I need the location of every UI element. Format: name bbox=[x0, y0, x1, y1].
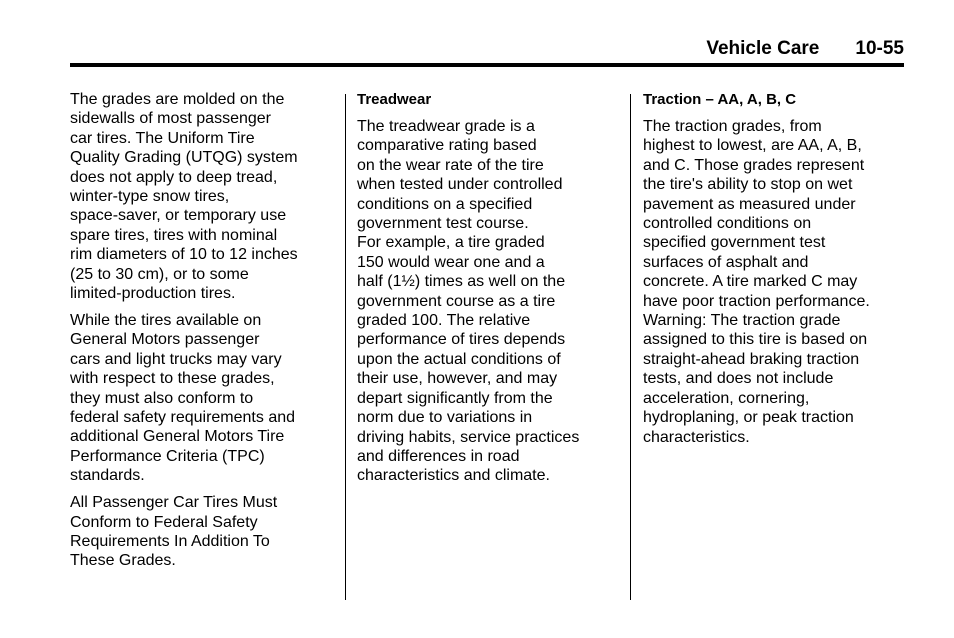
column-2 bbox=[357, 90, 619, 493]
page-header bbox=[70, 36, 904, 62]
section-title: Vehicle Care bbox=[706, 38, 820, 59]
column-3 bbox=[643, 90, 905, 454]
paragraph-treadwear: The treadwear grade is a comparative rating based on the wear rate of the tire when tested under controlled conditions on a specified government test course. For example, a tire graded 150 would wear one and a half (1½) times as well on the government course as a tire graded 100. The relative performance of tires depends upon the actual conditions of their use, however, and may depart significantly from the norm due to variations in driving habits, service practices and differences in road characteristics and climate. bbox=[357, 118, 580, 485]
header-rule bbox=[70, 63, 904, 67]
column-divider bbox=[345, 94, 346, 600]
paragraph-traction: The traction grades, from highest to lowest, are AA, A, B, and C. Those grades represent the tire's ability to stop on wet pavement as measured under controlled conditions on specified government test surfaces of asphalt and concrete. A tire marked C may have poor traction performance. Warning: The traction grade assigned to this tire is based on straight-ahead braking traction tests, and does not include acceleration, cornering, hydroplaning, or peak traction characteristics. bbox=[643, 118, 870, 446]
traction-heading: Traction – AA, A, B, C bbox=[643, 91, 797, 108]
paragraph-gm-conformance: While the tires available on General Motors passenger cars and light trucks may vary with respect to these grades, they must also conform to federal safety requirements and additional General Motors Tire Performance Criteria (TPC) standards. bbox=[70, 311, 296, 485]
column-divider bbox=[630, 94, 631, 600]
treadwear-heading: Treadwear bbox=[357, 91, 432, 108]
paragraph-federal-requirements: All Passenger Car Tires Must Conform to Federal Safety Requirements In Addition To These Grades. bbox=[70, 494, 278, 570]
column-1 bbox=[70, 90, 332, 578]
paragraph-utqg-scope: The grades are molded on the sidewalls of most passenger car tires. The Uniform Tire Quality Grading (UTQG) system does not apply to deep tread, winter-type snow tires, space-saver, or temporary use spare tires, tires with nominal rim diameters of 10 to 12 inches (25 to 30 cm), or to some limited-production tires. bbox=[70, 91, 298, 303]
page-number: 10-55 bbox=[855, 38, 904, 59]
